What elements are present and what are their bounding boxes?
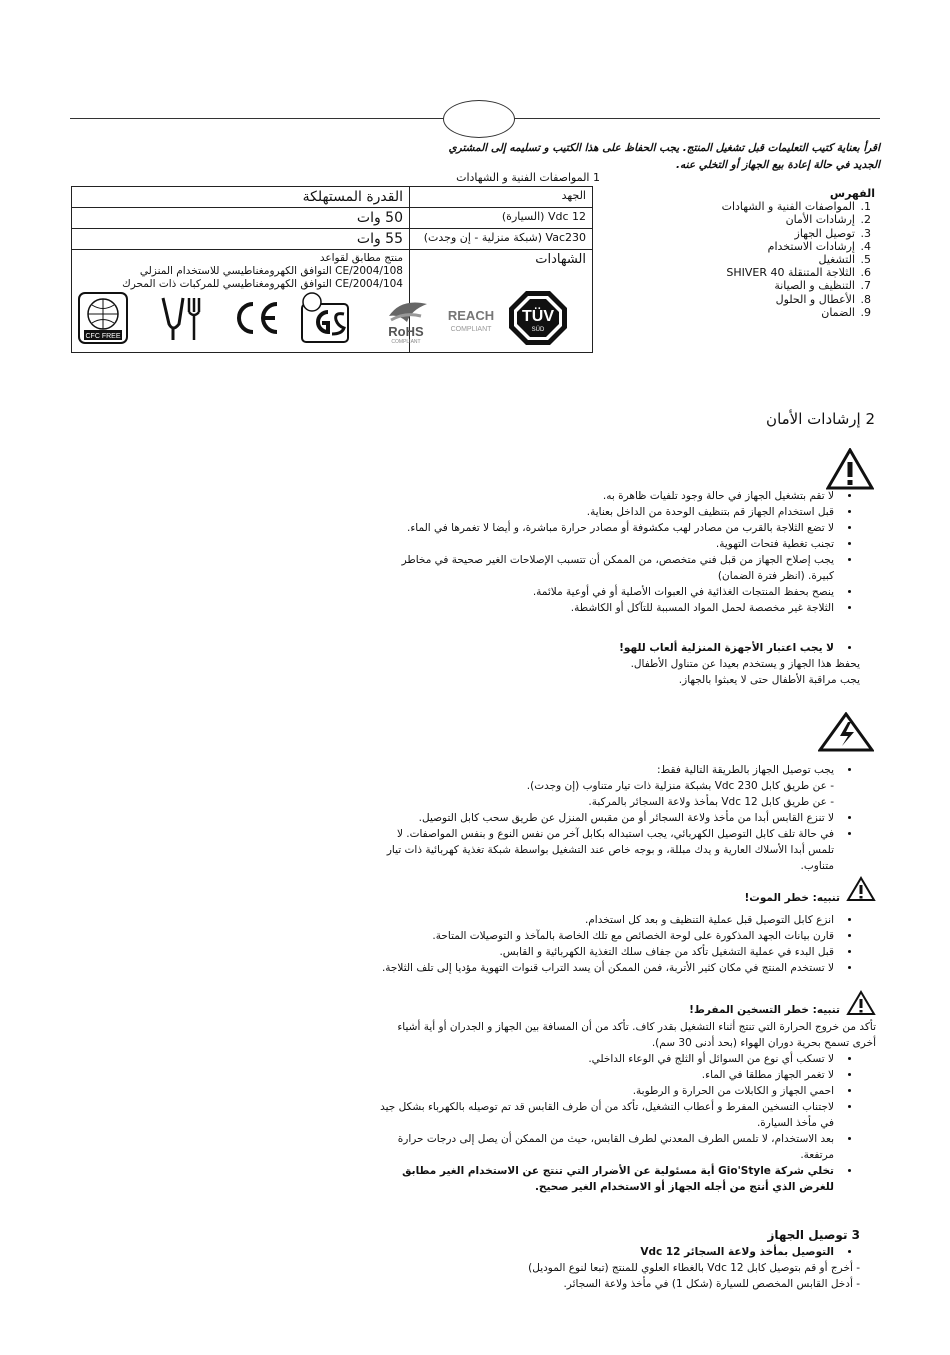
- toys-line: يجب مراقبة الأطفال حتى لا يعبثوا بالجهاز.: [678, 674, 860, 686]
- rohs-logo: [381, 296, 431, 344]
- section-2-title: 2 إرشادات الأمان: [766, 410, 875, 428]
- list-item: • قبل البدء في عملية التشغيل تأكد من جفاف سلك التغذية الكهربائية و القابس.: [380, 944, 838, 960]
- list-item: - عن طريق كابل Vdc 12 بمأخذ ولاعة السجائر بالمركبة.: [588, 796, 834, 808]
- certs-line: 2004/108/CE التوافق الكهرومغناطيسي للاستخدام المنزلي: [139, 265, 403, 277]
- list-item: • احمي الجهاز و الكابلات من الحرارة و الرطوبة.: [380, 1083, 838, 1099]
- table-of-contents: [705, 187, 875, 319]
- certs-label: الشهادات: [410, 250, 593, 353]
- reach-logo: [442, 306, 500, 336]
- list-item: - عن طريق كابل Vdc 230 بشبكة منزلية ذات تيار متناوب (إن وجدت).: [526, 780, 834, 792]
- connect-section: [380, 1244, 860, 1292]
- list-item: • لا تنزع القابس أبدا من مأخذ ولاعة السجائر أو من مقبس المنزل عن طريق سحب كابل التوصيل.: [380, 810, 838, 826]
- list-item: • التوصيل بمأخذ ولاعة السجائر Vdc 12: [380, 1244, 838, 1260]
- page-number-oval: [443, 100, 515, 138]
- cert-logos: [76, 290, 586, 346]
- toc-title: الفهرس: [829, 187, 875, 200]
- list-item: • يجب إصلاح الجهاز من قبل فني متخصص، من الممكن أن تتسبب الإصلاحات الغير صحيحة في مخاطر كبيرة. (انظر فترة الضمان): [380, 552, 838, 584]
- list-item: • قارن بيانات الجهد المذكورة على لوحة الخصائص مع تلك الخاصة بالمآخذ و التوصيلات المتاحة.: [380, 928, 838, 944]
- cfc-free-text: CFC FREE: [85, 333, 121, 340]
- heat-warning-title: تنبيه: خطر التسخين المفرط!: [689, 1004, 840, 1016]
- toc-item: 5. التشغيل: [705, 253, 857, 266]
- death-warning-list: [380, 912, 860, 976]
- tuv-text: TÜV: [522, 308, 554, 325]
- connect-line: - أدخل القابس المخصص للسيارة (شكل 1) في مأخذ ولاعة السجائر.: [563, 1278, 860, 1290]
- toc-item: 8. الأعطال و الحلول: [705, 293, 857, 306]
- list-item: • لا تسكب أي نوع من السوائل أو الثلج في الوعاء الداخلي.: [380, 1051, 838, 1067]
- list-item: • تخلي شركة Gio'Style أية مسئولية عن الأضرار التي تنتج عن الاستخدام الغير مطابق للغرض الذي أنتج من أجله الجهاز أو الاستخدام الغير صحيح.: [380, 1163, 838, 1195]
- specs-heading: 1 المواصفات الفنية و الشهادات: [456, 171, 600, 184]
- table-row: [72, 208, 593, 229]
- certs-text: [78, 252, 403, 291]
- reach-text: REACH: [447, 308, 495, 323]
- list-item: • لا تغمر الجهاز مطلقا في الماء.: [380, 1067, 838, 1083]
- list-item: • لا تقم بتشغيل الجهاز في حالة وجود تلفيات ظاهرة به.: [380, 488, 838, 504]
- heat-warning-list: [380, 1051, 860, 1195]
- connection-list: [380, 762, 860, 874]
- list-item: • في حالة تلف كابل التوصيل الكهربائي، يجب استبداله بكابل آخر من نفس النوع و بنفس المواصفات. لا تلمس أبدا الأسلاك العارية و يدك مبللة، و بوجه خاص عند التشغيل بواسطة شبكة تغذية كهربائية ذات تيار متناوب.: [380, 826, 838, 874]
- toc-item: 7. التنظيف و الصيانة: [705, 279, 857, 292]
- list-item: • بعد الاستخدام، لا تلمس الطرف المعدني لطرف القابس، حيث من الممكن أن يصل إلى درجات حرارة مرتفعة.: [380, 1131, 838, 1163]
- table-cell: 55 وات: [72, 229, 410, 250]
- toc-item: 2. إرشادات الأمان: [705, 213, 857, 226]
- connect-line: - أخرج أو قم بتوصيل كابل Vdc 12 بالغطاء العلوي للمنتج (تبعا لنوع الموديل): [528, 1262, 860, 1274]
- list-item: • لا تضع الثلاجة بالقرب من مصادر لهب مكشوفة أو مصادر حرارة مباشرة، و أيضا لا تغمرها في الماء.: [380, 520, 838, 536]
- table-row: [72, 187, 593, 208]
- certs-line: منتج مطابق لقواعد: [319, 252, 403, 264]
- certs-cell: [72, 250, 554, 353]
- list-item: • قبل استخدام الجهاز قم بتنظيف الوحدة من الداخل بعناية.: [380, 504, 838, 520]
- rohs-compliant-text: COMPLIANT: [391, 339, 421, 344]
- table-cell: Vac230 (شبكة منزلية - إن وجدت): [410, 229, 593, 250]
- warning-icon: [846, 990, 876, 1016]
- intro-paragraph: اقرأ بعناية كتيب التعليمات قبل تشغيل المنتج. يجب الحفاظ على هذا الكتيب و تسليمه إلى المشتري الجديد في حالة إعادة بيع الجهاز أو التخلي عنه.: [448, 142, 880, 171]
- list-item: • ينصح بحفظ المنتجات الغذائية في العبوات الأصلية أو في أوعية ملائمة.: [380, 584, 838, 600]
- section-3-title: 3 توصيل الجهاز: [767, 1228, 860, 1242]
- reach-compliant-text: COMPLIANT: [450, 326, 492, 333]
- table-cell: 50 وات: [72, 208, 410, 229]
- list-item: • انزع كابل التوصيل قبل عملية التنظيف و بعد كل استخدام.: [380, 912, 838, 928]
- cfc-free-logo: [78, 292, 128, 344]
- list-item: • تجنب تغطية فتحات التهوية.: [380, 536, 838, 552]
- death-warning-title: تنبيه: خطر الموت!: [744, 892, 840, 904]
- table-cell: القدرة المستهلكة: [72, 187, 410, 208]
- warning-icon: [826, 448, 874, 490]
- table-row: [72, 250, 593, 353]
- warning-icon: [846, 876, 876, 902]
- table-row: [72, 229, 593, 250]
- ce-mark-icon: [231, 300, 281, 336]
- heat-warning-text: تأكد من خروج الحرارة التي تنتج أثناء التشغيل بقدر كاف. تأكد من أن المسافة بين الجهاز و الجدران أو أية أشياء أخرى تسمح بحرية دوران الهواء (بحد أدنى 30 سم).: [397, 1021, 876, 1049]
- sud-text: SÜD: [531, 327, 545, 333]
- food-safe-icon: [159, 294, 207, 342]
- toys-warning: [380, 640, 860, 688]
- toc-item: 9. الضمان: [705, 306, 857, 319]
- toc-item: 3. توصيل الجهاز: [705, 227, 857, 240]
- rohs-text: RoHS: [388, 324, 424, 339]
- certs-line: 2004/104/CE التوافق الكهرومغناطيسي للمركبات ذات المحرك: [122, 278, 403, 290]
- table-cell: الجهد: [410, 187, 593, 208]
- list-item: • لا تستخدم المنتج في مكان كثير الأتربة، فمن الممكن أن يسد التراب قنوات التهوية مؤديا إلى تلف الثلاجة.: [380, 960, 838, 976]
- list-item: • لا يجب اعتبار الأجهزة المنزلية ألعاب للهو!: [380, 640, 838, 656]
- toc-item: 1. المواصفات الفنية و الشهادات: [705, 200, 857, 213]
- tuv-sud-logo: [508, 290, 568, 346]
- toys-line: يحفظ هذا الجهاز و يستخدم بعيدا عن متناول الأطفال.: [630, 658, 860, 670]
- toc-item: 6. الثلاجة المتنقلة SHIVER 40: [705, 266, 857, 279]
- list-item: • لاجتناب التسخين المفرط و أعطاب التشغيل، تأكد من أن طرف القابس قد تم توصيله بالكهرباء بشكل جيد في مأخذ السيارة.: [380, 1099, 838, 1131]
- electric-hazard-icon: [818, 712, 874, 752]
- gs-mark-icon: [298, 290, 352, 346]
- specs-table: [71, 186, 593, 353]
- list-item: • يجب توصيل الجهاز بالطريقة التالية فقط:: [380, 762, 838, 778]
- table-cell: Vdc 12 (السيارة): [410, 208, 593, 229]
- safety-list-1: [380, 488, 860, 616]
- toc-item: 4. إرشادات الاستخدام: [705, 240, 857, 253]
- list-item: • الثلاجة غير مخصصة لحمل المواد المسببة للتآكل أو الكاشطة.: [380, 600, 838, 616]
